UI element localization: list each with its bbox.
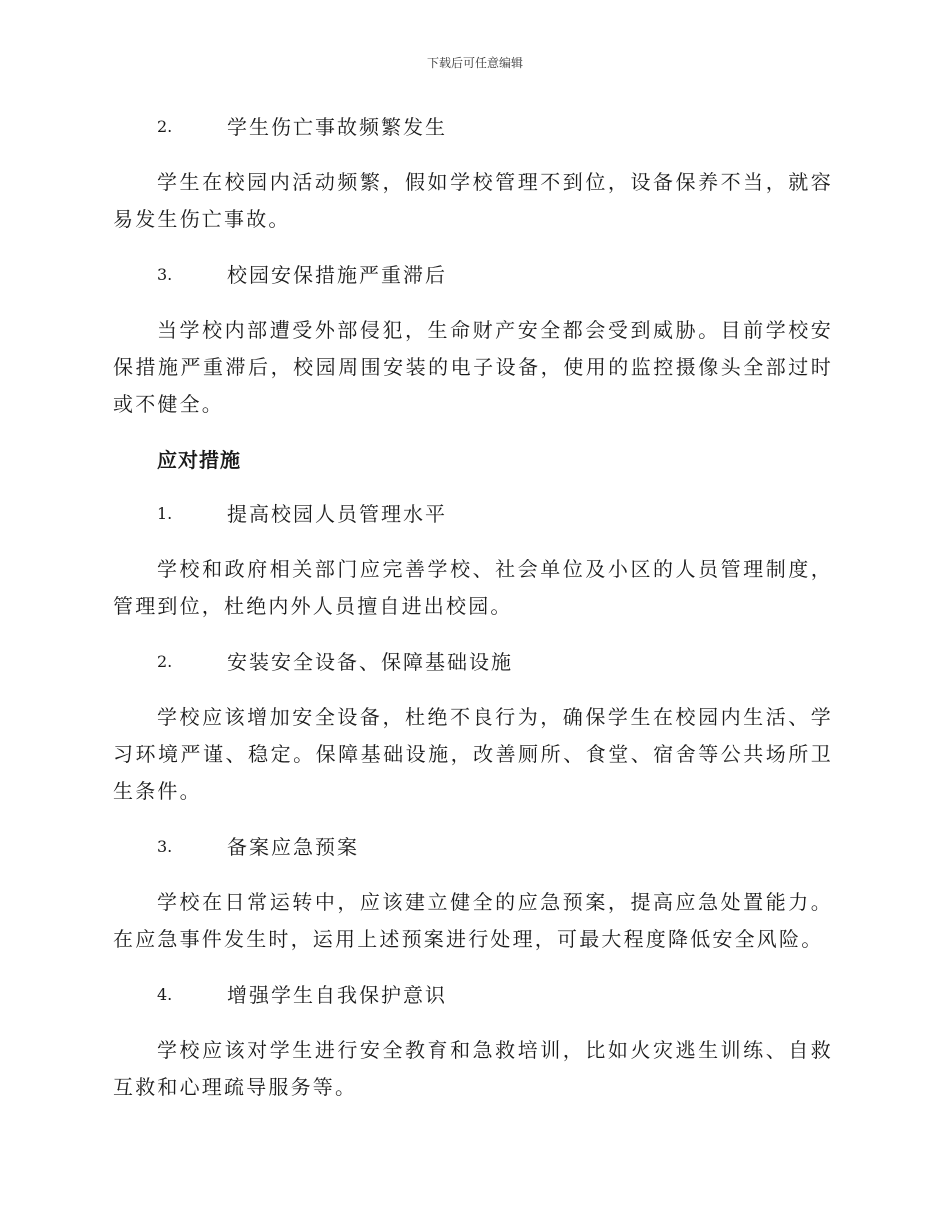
list-item xyxy=(113,108,833,146)
list-item xyxy=(113,495,833,533)
document-body xyxy=(113,108,833,1106)
item-number: 4. xyxy=(157,985,173,1004)
paragraph: 学校在日常运转中，应该建立健全的应急预案，提高应急处置能力。在应急事件发生时，运用上述预案进行处理，可最大程度降低安全风险。 xyxy=(113,890,833,951)
item-number: 3. xyxy=(157,265,173,284)
paragraph: 学生在校园内活动频繁，假如学校管理不到位，设备保养不当，就容易发生伤亡事故。 xyxy=(113,170,833,231)
item-number: 3. xyxy=(157,837,173,856)
paragraph: 学校应该增加安全设备，杜绝不良行为，确保学生在校园内生活、学习环境严谨、稳定。保障基础设施，改善厕所、食堂、宿舍等公共场所卫生条件。 xyxy=(113,705,833,803)
item-title: 提高校园人员管理水平 xyxy=(227,502,447,526)
item-title: 增强学生自我保护意识 xyxy=(227,983,447,1007)
page-header: 下载后可任意编辑 xyxy=(426,56,523,70)
list-item xyxy=(113,976,833,1014)
item-title: 校园安保措施严重滞后 xyxy=(227,263,447,287)
paragraph: 学校应该对学生进行安全教育和急救培训，比如火灾逃生训练、自救互救和心理疏导服务等。 xyxy=(113,1038,833,1099)
item-title: 备案应急预案 xyxy=(227,835,359,859)
list-item xyxy=(113,643,833,681)
item-number: 1. xyxy=(157,504,173,523)
item-title: 安装安全设备、保障基础设施 xyxy=(227,650,513,674)
item-number: 2. xyxy=(157,117,173,136)
item-number: 2. xyxy=(157,652,173,671)
paragraph: 学校和政府相关部门应完善学校、社会单位及小区的人员管理制度，管理到位，杜绝内外人员擅自进出校园。 xyxy=(113,557,833,618)
item-title: 学生伤亡事故频繁发生 xyxy=(227,115,447,139)
paragraph: 当学校内部遭受外部侵犯，生命财产安全都会受到威胁。目前学校安保措施严重滞后，校园周围安装的电子设备，使用的监控摄像头全部过时或不健全。 xyxy=(113,318,833,416)
list-item xyxy=(113,256,833,294)
section-heading: 应对措施 xyxy=(157,448,241,472)
list-item xyxy=(113,828,833,866)
